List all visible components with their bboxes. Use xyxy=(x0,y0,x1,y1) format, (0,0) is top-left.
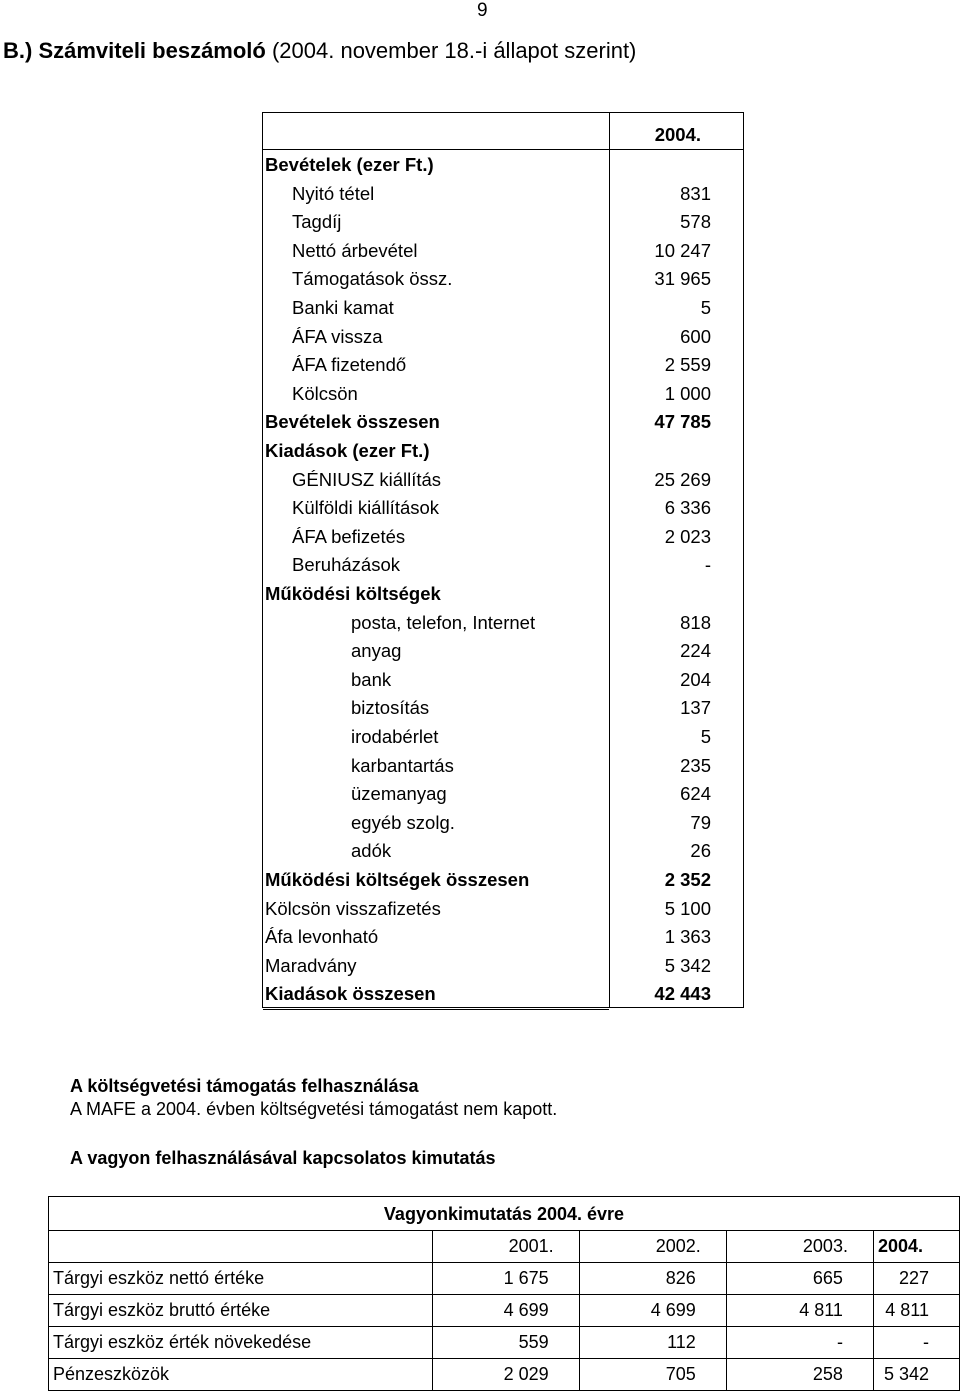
statement-row xyxy=(263,466,743,495)
asset-row xyxy=(49,1327,960,1359)
statement-row xyxy=(263,294,743,323)
statement-row-label: Kölcsön visszafizetés xyxy=(265,897,441,919)
statement-row-label: Kiadások összesen xyxy=(265,983,436,1005)
statement-row-value: 600 xyxy=(680,325,711,347)
statement-row-value: - xyxy=(704,554,711,576)
statement-row xyxy=(263,437,743,466)
statement-row xyxy=(263,408,743,437)
statement-row-value: 5 xyxy=(700,297,711,318)
year-header: 2004. xyxy=(654,124,701,145)
statement-row-value: 79 xyxy=(690,811,711,833)
statement-row xyxy=(263,551,743,580)
statement-row-label: posta, telefon, Internet xyxy=(351,611,536,633)
statement-row-value: 26 xyxy=(690,840,711,862)
statement-row xyxy=(263,752,743,781)
asset-table xyxy=(48,1196,960,1391)
statement-row xyxy=(263,637,743,666)
asset-value: 705 xyxy=(579,1359,726,1391)
year-2003: 2003. xyxy=(726,1231,873,1263)
asset-value: 4 811 xyxy=(873,1295,959,1327)
statement-row-value: 2 023 xyxy=(664,525,711,547)
statement-row xyxy=(263,380,743,409)
statement-row xyxy=(263,208,743,237)
statement-row-value: 5 100 xyxy=(664,897,711,919)
asset-value: 4 811 xyxy=(726,1295,873,1327)
statement-row xyxy=(263,151,743,180)
statement-row-value: 2 559 xyxy=(664,354,711,376)
asset-value: 826 xyxy=(579,1263,726,1295)
statement-row-value: 31 965 xyxy=(654,268,711,290)
page-heading xyxy=(3,38,636,64)
asset-year-row xyxy=(49,1231,960,1263)
statement-row xyxy=(263,265,743,294)
statement-row-label: irodabérlet xyxy=(351,726,439,747)
statement-row-value: 5 xyxy=(700,726,711,747)
statement-row xyxy=(263,180,743,209)
statement-row-label: karbantartás xyxy=(351,754,454,776)
statement-row-label: Működési költségek összesen xyxy=(265,869,530,890)
year-2001: 2001. xyxy=(432,1231,579,1263)
statement-row xyxy=(263,609,743,638)
statement-row-value: 10 247 xyxy=(654,239,711,261)
asset-table-title: Vagyonkimutatás 2004. évre xyxy=(49,1197,960,1231)
statement-row-label: adók xyxy=(351,840,392,862)
statement-row-value: 42 443 xyxy=(654,983,711,1005)
asset-value: 5 342 xyxy=(873,1359,959,1391)
asset-value: 4 699 xyxy=(579,1295,726,1327)
statement-row-label: ÁFA befizetés xyxy=(292,525,406,547)
statement-row-label: Kölcsön xyxy=(292,382,358,404)
statement-row-label: biztosítás xyxy=(351,697,430,719)
statement-row-value: 137 xyxy=(680,697,711,719)
asset-value: 4 699 xyxy=(432,1295,579,1327)
statement-row xyxy=(263,666,743,695)
statement-row xyxy=(263,323,743,352)
statement-row xyxy=(263,780,743,809)
statement-row xyxy=(263,723,743,752)
statement-row xyxy=(263,494,743,523)
asset-value: 559 xyxy=(432,1327,579,1359)
asset-value: 227 xyxy=(873,1263,959,1295)
statement-row-value: 578 xyxy=(680,211,711,233)
statement-row-label: Áfa levonható xyxy=(265,926,379,948)
asset-value: 665 xyxy=(726,1263,873,1295)
statement-row-value: 6 336 xyxy=(664,497,711,519)
statement-row xyxy=(263,895,743,924)
asset-title-row xyxy=(49,1197,960,1231)
asset-value: 1 675 xyxy=(432,1263,579,1295)
statement-row xyxy=(263,580,743,609)
statement-row-label: Nettó árbevétel xyxy=(292,239,418,261)
statement-row-value: 2 352 xyxy=(664,869,711,890)
budget-note-title: A költségvetési támogatás felhasználása xyxy=(70,1076,419,1096)
statement-row-label: egyéb szolg. xyxy=(351,811,455,833)
asset-section-title: A vagyon felhasználásával kapcsolatos kimutatás xyxy=(70,1148,496,1168)
statement-row-label: Bevételek összesen xyxy=(265,411,440,433)
statement-row-value: 235 xyxy=(680,754,711,776)
asset-value: 2 029 xyxy=(432,1359,579,1391)
bottom-rule xyxy=(263,1009,609,1010)
statement-row-value: 25 269 xyxy=(654,468,711,490)
statement-row-label: Külföldi kiállítások xyxy=(292,497,440,519)
asset-value: - xyxy=(873,1327,959,1359)
asset-value: - xyxy=(726,1327,873,1359)
statement-row-value: 1 363 xyxy=(664,926,711,948)
asset-row xyxy=(49,1295,960,1327)
statement-row-label: Beruházások xyxy=(292,554,400,576)
heading-bold: B.) Számviteli beszámoló xyxy=(3,38,266,63)
statement-row-label: Nyitó tétel xyxy=(292,182,375,204)
statement-row-label: ÁFA fizetendő xyxy=(292,354,407,376)
statement-row xyxy=(263,837,743,866)
statement-row-value: 47 785 xyxy=(654,411,711,433)
heading-rest: (2004. november 18.-i állapot szerint) xyxy=(265,38,637,63)
statement-row-value: 5 342 xyxy=(664,954,711,976)
year-blank-cell xyxy=(49,1231,433,1263)
asset-row xyxy=(49,1263,960,1295)
statement-row-value: 224 xyxy=(680,640,711,662)
statement-row xyxy=(263,694,743,723)
page-number: 9 xyxy=(477,0,488,21)
statement-row xyxy=(263,980,743,1009)
statement-row-value: 831 xyxy=(680,182,711,204)
statement-row-label: Bevételek (ezer Ft.) xyxy=(265,154,434,175)
budget-note-text: A MAFE a 2004. évben költségvetési támogatást nem kapott. xyxy=(70,1099,558,1119)
asset-label: Tárgyi eszköz bruttó értéke xyxy=(49,1295,433,1327)
header-rule xyxy=(263,149,743,150)
statement-row-label: Kiadások (ezer Ft.) xyxy=(265,440,430,461)
statement-row xyxy=(263,809,743,838)
asset-label: Tárgyi eszköz nettó értéke xyxy=(49,1263,433,1295)
statement-row-label: Működési költségek xyxy=(265,583,441,604)
statement-row-label: anyag xyxy=(351,640,402,662)
asset-label: Tárgyi eszköz érték növekedése xyxy=(49,1327,433,1359)
statement-row-label: Banki kamat xyxy=(292,297,394,318)
statement-row-label: Maradvány xyxy=(265,954,357,976)
asset-row xyxy=(49,1359,960,1391)
statement-row-label: üzemanyag xyxy=(351,783,447,805)
year-2004: 2004. xyxy=(873,1231,959,1263)
statement-row-value: 624 xyxy=(680,783,711,805)
statement-row xyxy=(263,923,743,952)
statement-row xyxy=(263,237,743,266)
statement-row-value: 818 xyxy=(680,611,711,633)
statement-row-label: Támogatások össz. xyxy=(292,268,453,290)
statement-row xyxy=(263,866,743,895)
asset-label: Pénzeszközök xyxy=(49,1359,433,1391)
year-2002: 2002. xyxy=(579,1231,726,1263)
statement-row-label: bank xyxy=(351,668,392,690)
financial-statement-table xyxy=(262,112,744,1008)
statement-row xyxy=(263,523,743,552)
statement-row-label: ÁFA vissza xyxy=(292,325,383,347)
statement-row xyxy=(263,351,743,380)
asset-value: 258 xyxy=(726,1359,873,1391)
statement-row-label: Tagdíj xyxy=(292,211,342,233)
statement-row xyxy=(263,952,743,981)
statement-row-value: 204 xyxy=(680,668,711,690)
statement-row-label: GÉNIUSZ kiállítás xyxy=(292,468,442,490)
asset-value: 112 xyxy=(579,1327,726,1359)
statement-row-value: 1 000 xyxy=(664,382,711,404)
